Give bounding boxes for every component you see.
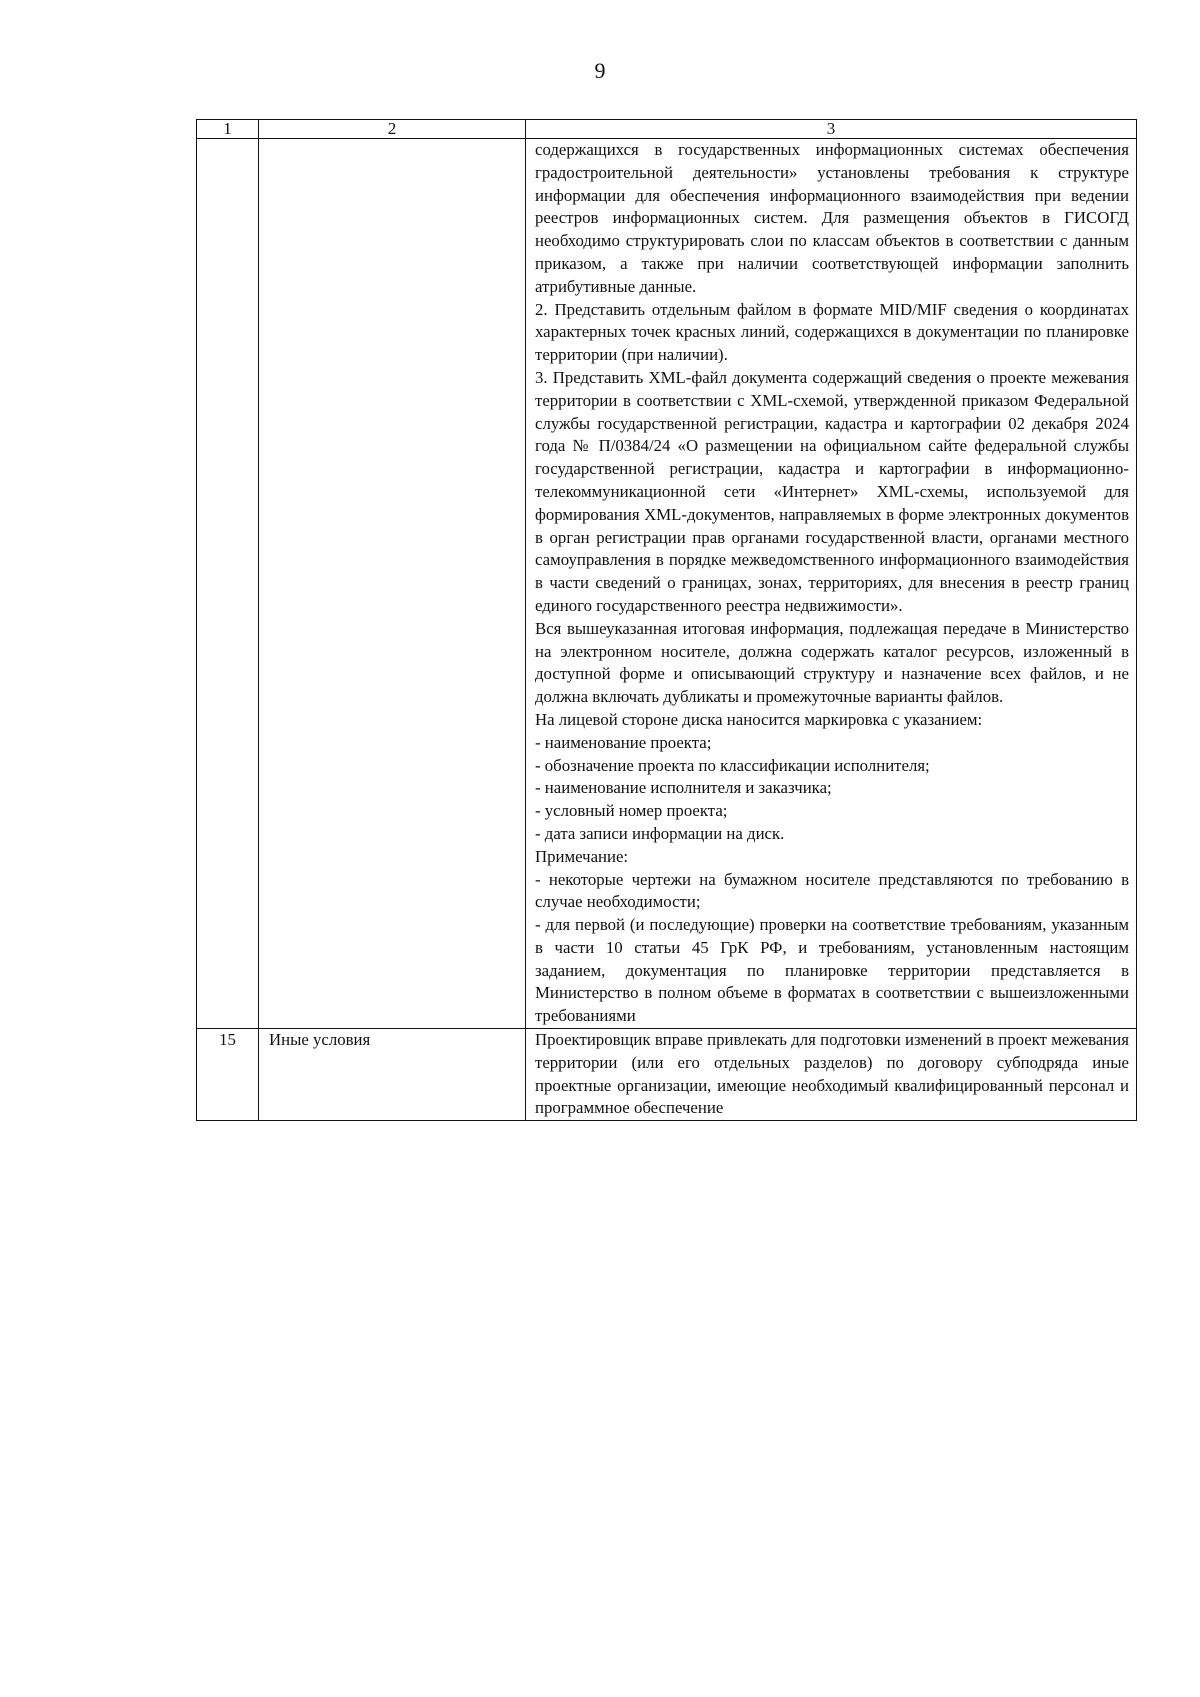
note-item: - для первой (и последующие) проверки на соответствие требованиям, указанным в части 10 статьи 45 ГрК РФ, и требованиям, установленным настоящим заданием, документация по планировке территории представляется в Министерство в полном объеме в форматах в соответствии с вышеизложенными требованиями <box>535 915 1129 1026</box>
note-heading: Примечание: <box>535 846 629 866</box>
row-condition-cell: Иные условия <box>259 1029 526 1121</box>
paragraph-final-information: Вся вышеуказанная итоговая информация, подлежащая передаче в Министерство на электронном носителе, должна содержать каталог ресурсов, изложенный в доступной форме и описывающий структуру и назначение всех файлов, и не должна включать дубликаты и промежуточные варианты файлов. <box>535 618 1129 707</box>
note-item: - некоторые чертежи на бумажном носителе представляются по требованию в случае необходимости; <box>535 869 1129 912</box>
table-header-row <box>197 120 1137 139</box>
row-number-cell: 15 <box>197 1029 259 1121</box>
header-cell-2: 2 <box>259 120 526 139</box>
list-item: - наименование проекта; <box>535 732 712 752</box>
table-row-continued <box>197 139 1137 1029</box>
list-item: - дата записи информации на диск. <box>535 823 785 843</box>
paragraph-disk-marking: На лицевой стороне диска наносится маркировка с указанием: <box>535 709 983 729</box>
header-cell-1: 1 <box>197 120 259 139</box>
header-cell-3: 3 <box>526 120 1137 139</box>
page-number: 9 <box>594 58 606 83</box>
table-row-15 <box>197 1029 1137 1121</box>
requirements-table <box>196 119 1137 1121</box>
row-number-cell <box>197 139 259 1029</box>
row-description-cell <box>526 139 1137 1029</box>
list-item: - наименование исполнителя и заказчика; <box>535 778 832 798</box>
list-item: - условный номер проекта; <box>535 801 728 821</box>
paragraph-gisogd-structure: содержащихся в государственных информационных системах обеспечения градостроительной деятельности» установлены требования к структуре информации для обеспечения информационного взаимодействия при ведении реестров информационных систем. Для размещения объектов в ГИСОГД необходимо структурировать слои по классам объектов в соответствии с данным приказом, а также при наличии соответствующей информации заполнить атрибутивные данные. <box>535 140 1129 296</box>
paragraph-subcontract: Проектировщик вправе привлекать для подготовки изменений в проект межевания территории (или его отдельных разделов) по договору субподряда иные проектные организации, имеющие необходимый квалифицированный персонал и программное обеспечение <box>535 1030 1129 1118</box>
paragraph-red-lines-file: 2. Представить отдельным файлом в формате MID/MIF сведения о координатах характерных точек красных линий, содержащихся в документации по планировке территории (при наличии). <box>535 299 1129 365</box>
paragraph-xml-file: 3. Представить XML-файл документа содержащий сведения о проекте межевания территории в соответствии с XML-схемой, утвержденной приказом Федеральной службы государственной регистрации, кадастра и картографии 02 декабря 2024 года № П/0384/24 «О размещении на официальном сайте федеральной службы государственной регистрации, кадастра и картографии в информационно-телекоммуникационной сети «Интернет» XML-схемы, используемой для формирования XML-документов, направляемых в форме электронных документов в орган регистрации прав органами государственной власти, органами местного самоуправления в порядке межведомственного информационного взаимодействия в части сведений о границах, зонах, территориях, для внесения в реестр границ единого государственного реестра недвижимости». <box>535 367 1129 615</box>
row-condition-cell <box>259 139 526 1029</box>
list-item: - обозначение проекта по классификации исполнителя; <box>535 755 930 775</box>
row-description-cell <box>526 1029 1137 1121</box>
